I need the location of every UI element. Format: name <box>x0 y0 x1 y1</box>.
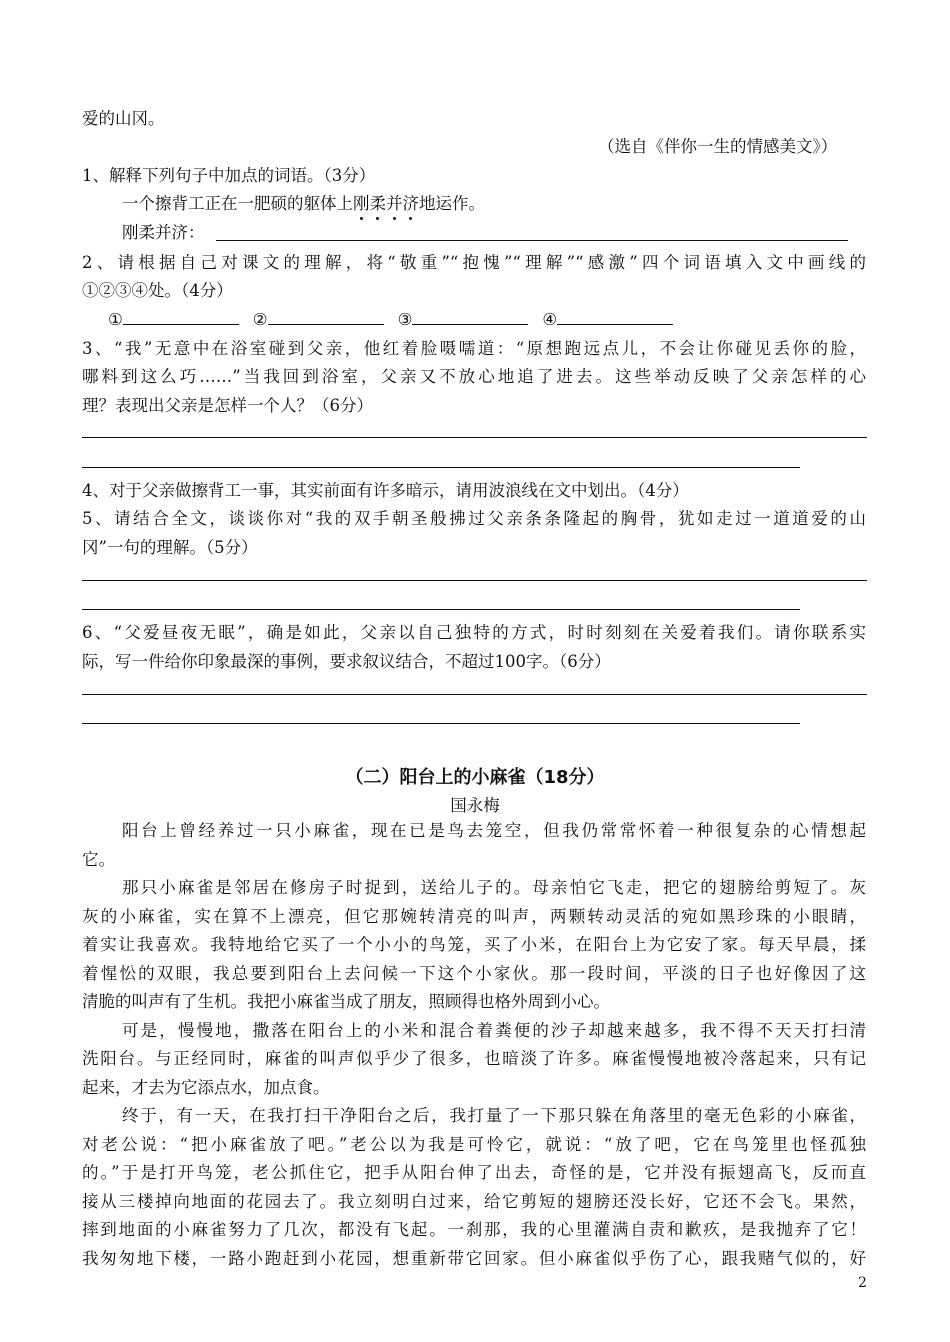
fill-blanks-q2 <box>108 309 673 331</box>
question-3-line3: 理？表现出父亲是怎样一个人？（6分） <box>82 396 373 415</box>
emphasis-dot <box>409 217 412 220</box>
paragraph-line: 我匆匆地下楼，一路小跑赶到小花园，想重新带它回家。但小麻雀似乎伤了心，跟我赌气似的，好 <box>82 1249 866 1268</box>
question-3-line2: 哪料到这么巧……”当我回到浴室，父亲又不放心地追了进去。这些举动反映了父亲怎样的心 <box>82 367 866 386</box>
question-2-line2: ①②③④处。（4分） <box>82 281 233 300</box>
blank-marker-4: ④ <box>542 310 558 329</box>
sentence-post: 地运作。 <box>419 194 485 213</box>
paragraph-line: 着惺忪的双眼，我总要到阳台上去问候一下这个小家伙。那一段时间，平淡的日子也好像因了这 <box>82 964 866 983</box>
answer-line-q5-2[interactable] <box>82 609 800 610</box>
paragraph-line: 的。”于是打开鸟笼，老公抓住它，把手从阳台伸了出去，奇怪的是，它并没有振翅高飞，反而直 <box>82 1163 866 1182</box>
answer-line-q6-1[interactable] <box>82 694 867 695</box>
question-2-line1: 2、请根据自己对课文的理解，将“敬重”“抱愧”“理解”“感激”四个词语填入文中画线的 <box>82 253 866 272</box>
question-4: 4、对于父亲做擦背工一事，其实前面有许多暗示，请用波浪线在文中划出。（4分） <box>82 481 689 500</box>
paragraph-line: 终于，有一天，在我打扫干净阳台之后，我打量了一下那只躲在角落里的毫无色彩的小麻雀， <box>122 1106 866 1125</box>
paragraph-line: 着实让我喜欢。我特地给它买了一个小小的鸟笼，买了小米，在阳台上为它安了家。每天早晨，揉 <box>82 935 866 954</box>
emphasized-char: 济 <box>403 194 420 213</box>
paragraph-line: 灰的小麻雀，实在算不上漂亮，但它那婉转清亮的叫声，两颗转动灵活的宛如黑珍珠的小眼睛， <box>82 907 866 926</box>
paragraph-line: 起来，才去为它添点水，加点食。 <box>82 1078 330 1097</box>
answer-line-q1[interactable] <box>216 240 848 241</box>
fill-blank-2[interactable] <box>268 310 384 325</box>
question-1-sentence <box>122 193 485 215</box>
emphasized-char: 刚 <box>353 194 370 213</box>
question-1: 1、解释下列句子中加点的词语。（3分） <box>82 166 376 185</box>
source-citation: （选自《伴你一生的情感美文》） <box>598 137 838 156</box>
sentence-pre: 一个擦背工正在一肥硕的躯体上 <box>122 194 353 213</box>
paragraph-line: 它。 <box>82 850 115 869</box>
passage-2-author: 国永梅 <box>450 796 500 815</box>
emphasized-char: 柔 <box>370 194 387 213</box>
emphasized-char: 并 <box>386 194 403 213</box>
page-number: 2 <box>858 1275 867 1291</box>
question-5-line1: 5、请结合全文，谈谈你对“我的双手朝圣般拂过父亲条条隆起的胸骨，犹如走过一道道爱的山 <box>82 509 866 528</box>
passage-2-title: （二）阳台上的小麻雀（18分） <box>345 767 605 788</box>
paragraph-line: 摔到地面的小麻雀努力了几次，都没有飞起。一刹那，我的心里灌满自责和歉疚，是我抛弃了它！ <box>82 1220 866 1239</box>
paragraph-line: 清脆的叫声有了生机。我把小麻雀当成了朋友，照顾得也格外周到小心。 <box>82 992 610 1011</box>
fill-blank-4[interactable] <box>557 310 673 325</box>
paragraph-line: 洗阳台。与正经同时，麻雀的叫声似乎少了很多，也暗淡了许多。麻雀慢慢地被冷落起来，只有记 <box>82 1049 866 1068</box>
question-3-line1: 3、“我”无意中在浴室碰到父亲，他红着脸嗫嚅道：“原想跑远点儿，不会让你碰见丢你的脸， <box>82 339 866 358</box>
fill-blank-1[interactable] <box>123 310 239 325</box>
blank-marker-2: ② <box>252 310 268 329</box>
answer-line-q5-1[interactable] <box>82 580 867 581</box>
answer-line-q3-1[interactable] <box>82 437 867 438</box>
question-6-line2: 际，写一件给你印象最深的事例，要求叙议结合，不超过100字。（6分） <box>82 652 611 671</box>
paragraph-line: 那只小麻雀是邻居在修房子时捉到，送给儿子的。母亲怕它飞走，把它的翅膀给剪短了。灰 <box>122 878 866 897</box>
paragraph-line: 可是，慢慢地，撒落在阳台上的小米和混合着粪便的沙子却越来越多，我不得不天天打扫清 <box>122 1021 866 1040</box>
blank-marker-1: ① <box>108 310 123 329</box>
fill-blank-3[interactable] <box>412 310 528 325</box>
answer-line-q3-2[interactable] <box>82 467 800 468</box>
question-6-line1: 6、“父爱昼夜无眠”，确是如此，父亲以自己独特的方式，时时刻刻在关爱着我们。请你联系实 <box>82 623 866 642</box>
question-5-line2: 冈”一句的理解。（5分） <box>82 538 258 557</box>
passage-tail: 爱的山冈。 <box>82 109 165 128</box>
emphasis-dot <box>360 217 363 220</box>
paragraph-line: 阳台上曾经养过一只小麻雀，现在已是鸟去笼空，但我仍常常怀着一种很复杂的心情想起 <box>122 821 866 840</box>
answer-label-q1: 刚柔并济： <box>122 223 205 242</box>
paragraph-line: 接从三楼掉向地面的花园去了。我立刻明白过来，给它剪短的翅膀还没长好，它还不会飞。果然， <box>82 1192 866 1211</box>
answer-line-q6-2[interactable] <box>82 723 800 724</box>
emphasis-dot <box>376 217 379 220</box>
blank-marker-3: ③ <box>397 310 413 329</box>
paragraph-line: 对老公说：“把小麻雀放了吧。”老公以为我是可怜它，就说：“放了吧，它在鸟笼里也怪孤独 <box>82 1135 866 1154</box>
emphasis-dot <box>393 217 396 220</box>
